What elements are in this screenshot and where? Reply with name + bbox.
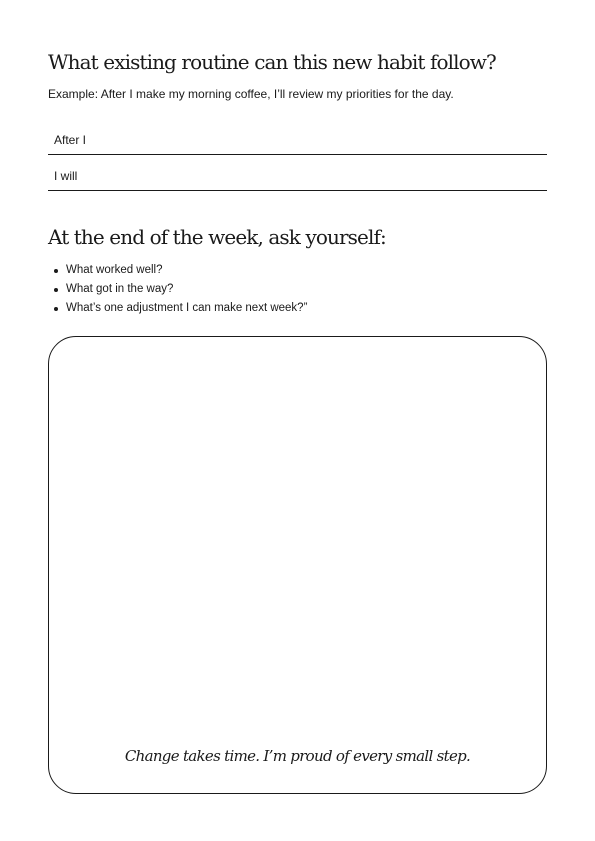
reflection-question-list [48, 261, 307, 318]
bullet-icon [54, 269, 58, 273]
habit-stacking-example: Example: After I make my morning coffee, I’ll review my priorities for the day. [48, 87, 454, 101]
reflection-question [48, 299, 307, 318]
question-text: What’s one adjustment I can make next week?” [66, 302, 308, 314]
question-text: What got in the way? [66, 283, 174, 295]
reflection-heading: At the end of the week, ask yourself: [48, 225, 386, 249]
habit-stacking-heading: What existing routine can this new habit follow? [48, 50, 496, 74]
question-text: What worked well? [66, 264, 163, 276]
closing-quote: Change takes time. I’m proud of every small step. [124, 747, 471, 765]
bullet-icon [54, 307, 58, 311]
i-will-label: I will [54, 169, 78, 183]
reflection-question [48, 261, 307, 280]
reflection-notes-box[interactable] [48, 336, 547, 794]
reflection-question [48, 280, 307, 299]
after-i-label: After I [54, 133, 87, 147]
bullet-icon [54, 288, 58, 292]
i-will-field[interactable] [48, 167, 547, 191]
after-i-field[interactable] [48, 131, 547, 155]
